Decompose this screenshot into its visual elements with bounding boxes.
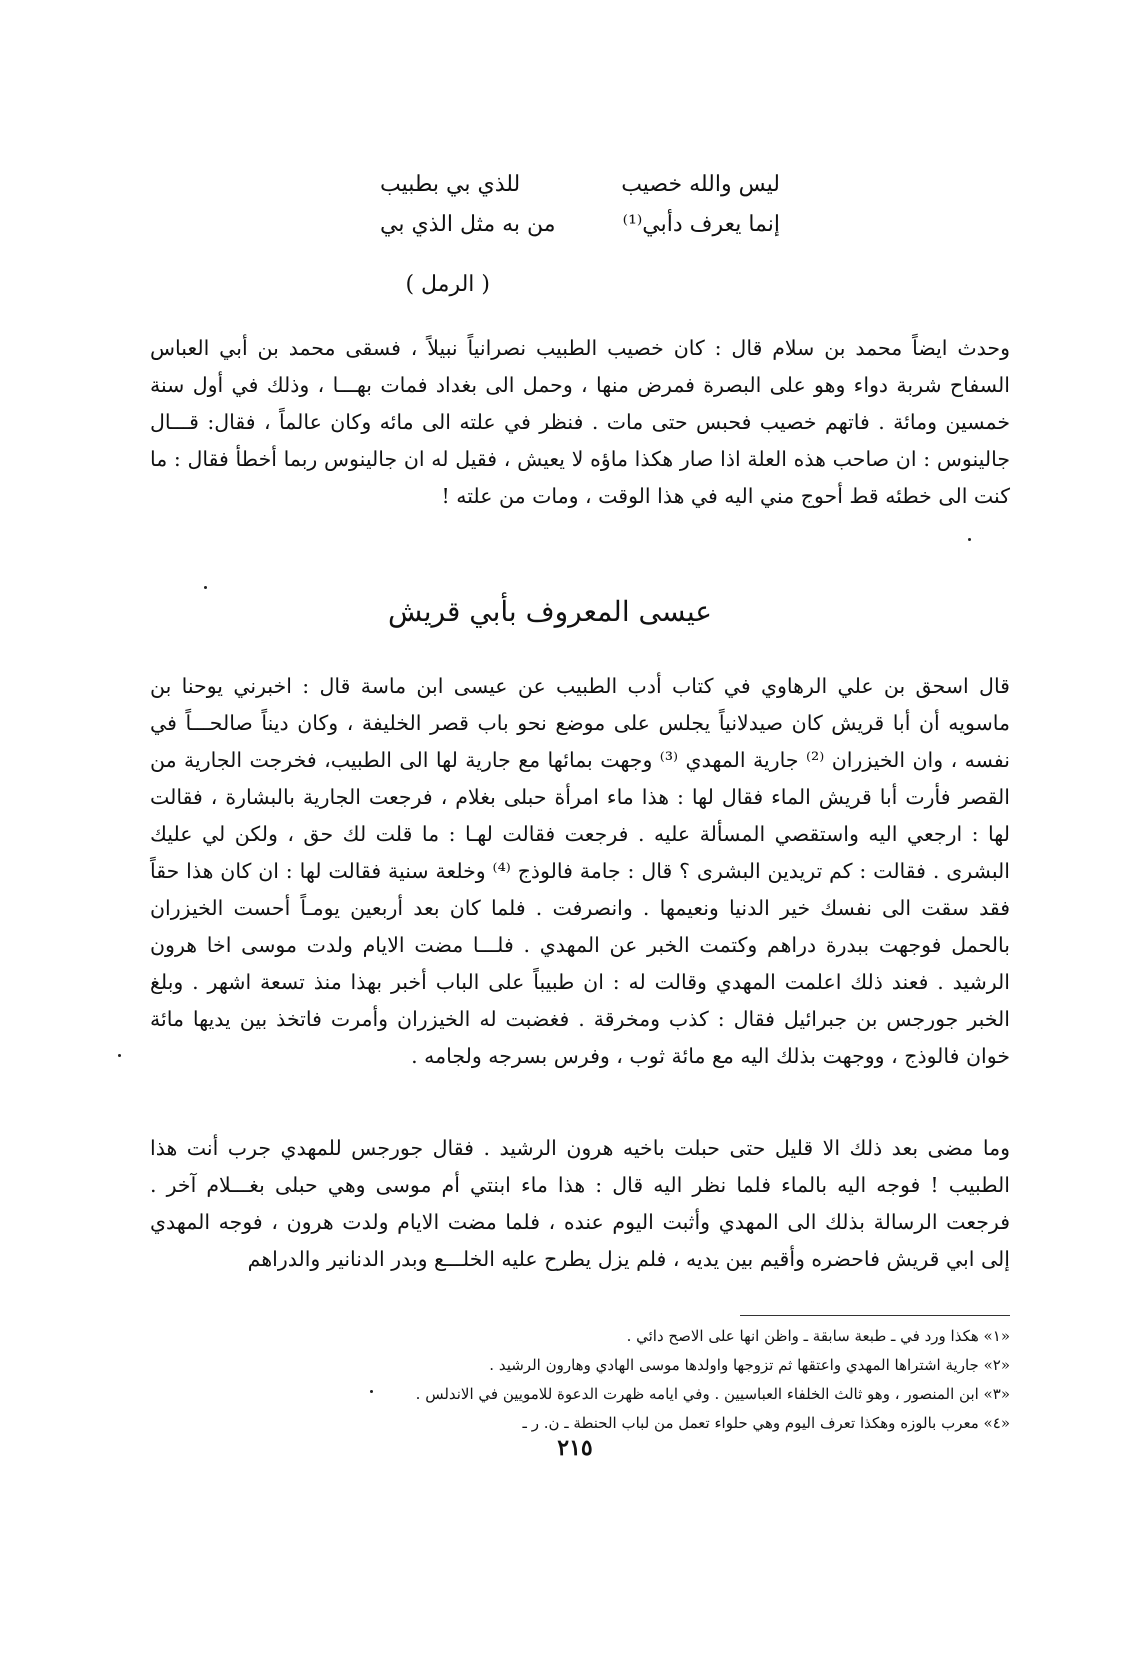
footnote-2: «٢» جارية اشتراها المهدي واعتقها ثم تزوجها واولدها موسى الهادي وهارون الرشيد .	[489, 1356, 1010, 1374]
footnote-4: «٤» معرب بالوزه وهكذا تعرف اليوم وهي حلواء تعمل من لباب الحنطة ـ ن. ر ـ	[522, 1414, 1010, 1432]
section-heading: عيسى المعروف بأبي قريش	[388, 595, 712, 628]
scan-speck	[370, 1390, 373, 1393]
page-number: ٢١٥	[557, 1435, 593, 1461]
paragraph-harun-birth: وما مضى بعد ذلك الا قليل حتى حبلت باخيه هرون الرشيد . فقال جورجس للمهدي جرب أنت هذا الطبيب ! فوجه اليه بالماء فلما نظر اليه قال : هذا ماء ابنتي أم موسى وهي حبلى بغـــلام آخر . فرجعت الرسالة بذلك الى المهدي وأثبت اليوم عنده ، فلما مضت الايام ولدت هرون ، فوجه المهدي إلى ابي قريش فاحضره وأقيم بين يديه ، فلم يزل يطرح عليه الخلـــع وبدر الدنانير والدراهم	[150, 1136, 1010, 1271]
footnotes	[300, 1322, 1010, 1438]
scan-speck	[968, 538, 971, 541]
scan-speck	[204, 586, 207, 589]
paragraph-khasib: وحدث ايضاً محمد بن سلام قال : كان خصيب الطبيب نصرانياً نبيلاً ، فسقى محمد بن أبي العباس السفاح شربة دواء وهو على البصرة فمرض منها ، وحمل الى بغداد فمات بهـــا ، وذلك في أول سنة خمسين ومائة . فاتهم خصيب فحبس حتى مات . فنظر في علته الى مائه وكان عالماً ، فقال: قـــال جالينوس : ان صاحب هذه العلة اذا صار هكذا ماؤه لا يعيش ، فقيل له ان جالينوس ربما أخطأ فقال : ما كنت الى خطئه قط أحوج مني اليه في هذا الوقت ، ومات من علته !	[150, 336, 1010, 508]
poem-line-2	[380, 205, 780, 245]
poem-hemistich-right: ليس والله خصيب	[621, 172, 780, 197]
footnote-3: «٣» ابن المنصور ، وهو ثالث الخلفاء العباسيين . وفي ايامه ظهرت الدعوة للامويين في الاندلس .	[415, 1385, 1010, 1403]
paragraph-abu-quraysh: قال اسحق بن علي الرهاوي في كتاب أدب الطبيب عن عيسى ابن ماسة قال : اخبرني يوحنا بن ماسويه أن أبا قريش كان صيدلانياً يجلس على موضع نحو باب قصر الخليفة ، وكان ديناً صالحـــاً في نفسه ، وان الخيزران ⁽²⁾ جارية المهدي ⁽³⁾ وجهت بمائها مع جارية لها الى الطبيب، فخرجت الجارية من القصر فأرت أبا قريش الماء فقال لها : هذا ماء امرأة حبلى بغلام ، فرجعت الجارية بالبشارة ، فقالت لها : ارجعي اليه واستقصي المسألة عليه . فرجعت فقالت لهـا : ما قلت لك حق ، ولكن لي عليك البشرى . فقالت : كم تريدين البشرى ؟ قال : جامة فالوذج ⁽⁴⁾ وخلعة سنية فقالت لها : ان كان هذا حقاً فقد سقت الى نفسك خير الدنيا ونعيمها . وانصرفت . فلما كان بعد أربعين يومـاً أحست الخيزران بالحمل فوجهت ببدرة دراهم وكتمت الخبر عن المهدي . فلـــا مضت الايام ولدت موسى اخا هرون الرشيد . فعند ذلك اعلمت المهدي وقالت له : ان طبيباً على الباب أخبر بهذا منذ تسعة اشهر . وبلغ الخبر جورجس بن جبرائيل فقال : كذب ومخرقة . فغضبت له الخيزران وأمرت فاتخذ بين يديها مائة خوان فالوذج ، ووجهت بذلك اليه مع مائة ثوب ، وفرس بسرجه ولجامه .	[150, 674, 1010, 1068]
footnote-1: «١» هكذا ورد في ـ طبعة سابقة ـ واظن انها على الاصح دائي .	[626, 1327, 1010, 1345]
poem-line-1	[380, 165, 780, 205]
footnote-divider	[740, 1315, 1010, 1316]
poem-meter: ( الرمل )	[405, 272, 490, 297]
poem-hemistich-right: إنما يعرف دأبي⁽¹⁾	[622, 212, 780, 237]
poem-hemistich-left: من به مثل الذي بي	[380, 212, 556, 237]
poem-hemistich-left: للذي بي بطبيب	[380, 172, 521, 197]
scan-speck	[118, 1054, 121, 1057]
poem-verses	[380, 165, 780, 245]
